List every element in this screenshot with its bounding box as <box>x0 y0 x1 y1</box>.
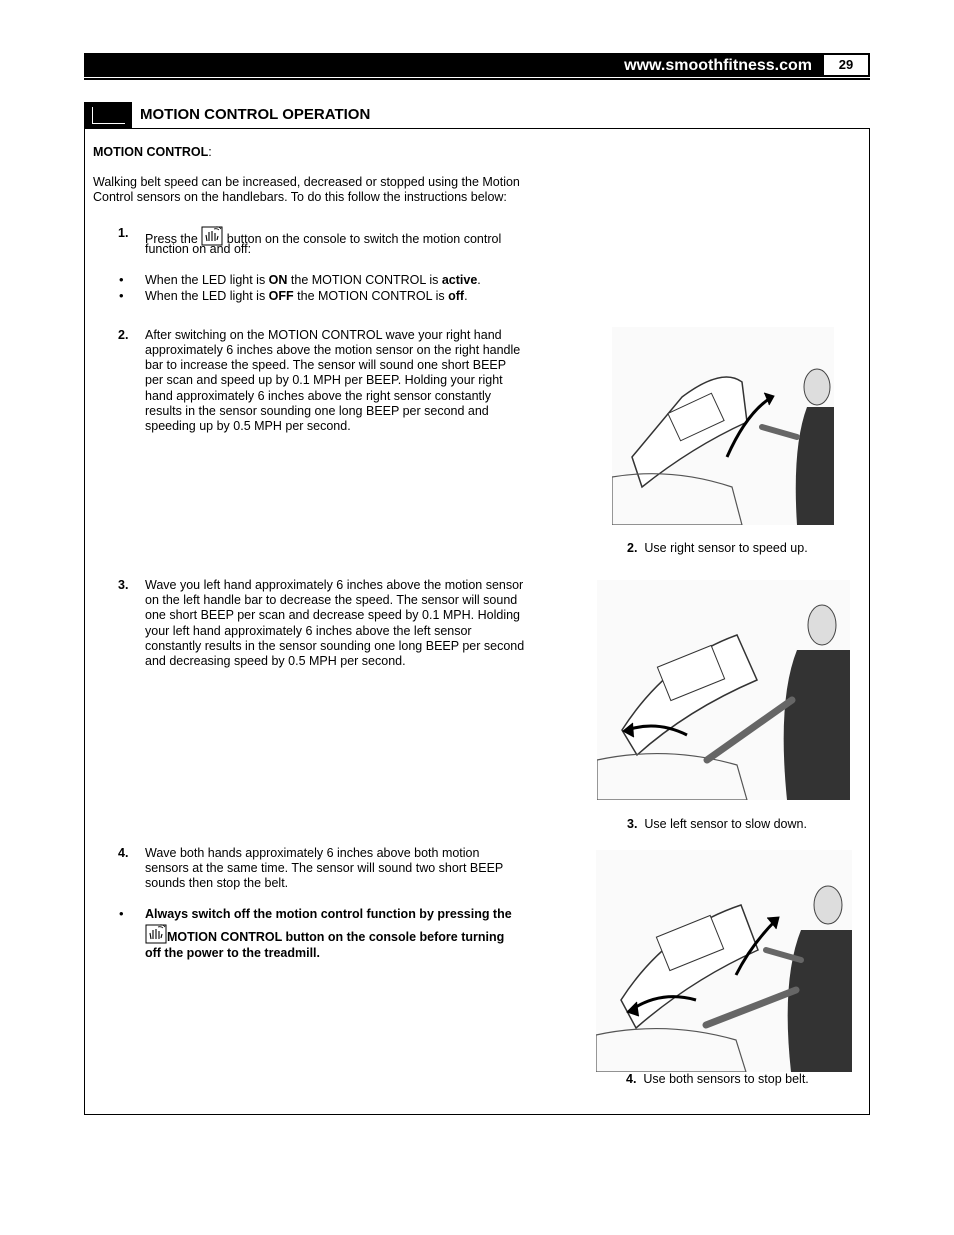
warning-line-2: MOTION CONTROL button on the console before turning <box>145 924 504 948</box>
step-3-line-6: and decreasing speed by 0.5 MPH per second. <box>145 654 406 668</box>
step-2-line-7: speeding up by 0.5 MPH per second. <box>145 419 351 433</box>
hand-wave-icon <box>145 924 167 948</box>
intro-heading: MOTION CONTROL: <box>93 145 212 159</box>
step-4-line-3: sounds then stop the belt. <box>145 876 289 890</box>
step-2-line-6: results in the sensor sounding one long BEEP per second and <box>145 404 489 418</box>
intro-line-1: Walking belt speed can be increased, decreased or stopped using the Motion <box>93 175 520 189</box>
page-number: 29 <box>824 55 868 75</box>
step-2-line-4: per scan and speed up by 0.1 MPH per BEEP. Holding your right <box>145 373 503 387</box>
page-header-bar <box>84 53 870 77</box>
step-1-line-1: Press the button on the console to switch the motion control <box>145 226 501 250</box>
step-1-line-2: function on and off: <box>145 242 252 256</box>
step-3-line-5: constantly results in the sensor sounding one long BEEP per second <box>145 639 525 653</box>
bullet-icon: • <box>119 272 124 287</box>
step-4-number: 4. <box>118 846 129 860</box>
warning-line-1: Always switch off the motion control function by pressing the <box>145 907 512 921</box>
section-marker <box>84 102 132 129</box>
caption-2: 2. Use right sensor to speed up. <box>627 541 808 555</box>
section-header <box>84 102 870 129</box>
section-title: MOTION CONTROL OPERATION <box>140 106 371 123</box>
bullet-icon: • <box>119 288 124 303</box>
site-url[interactable]: www.smoothfitness.com <box>624 57 812 74</box>
step-2-number: 2. <box>118 328 129 342</box>
step-3-number: 3. <box>118 578 129 592</box>
step-1-bullet-1: When the LED light is ON the MOTION CONTROL is active. <box>145 273 481 287</box>
bullet-icon: • <box>119 906 124 921</box>
step-2-line-5: hand approximately 6 inches above the right sensor constantly <box>145 389 492 403</box>
step-2-line-1: After switching on the MOTION CONTROL wave your right hand <box>145 328 502 342</box>
caption-3: 3. Use left sensor to slow down. <box>627 817 807 831</box>
warning-line-3: off the power to the treadmill. <box>145 946 321 960</box>
step-2-line-3: bar to increase the speed. The sensor will sound one short BEEP <box>145 358 507 372</box>
figure-both-sensors <box>596 850 852 1072</box>
step-4-line-1: Wave both hands approximately 6 inches above both motion <box>145 846 480 860</box>
caption-4: 4. Use both sensors to stop belt. <box>626 1072 809 1086</box>
step-3-line-3: one short BEEP per scan and decrease speed by 0.1 MPH. Holding <box>145 608 520 622</box>
step-4-line-2: sensors at the same time. The sensor will sound two short BEEP <box>145 861 504 875</box>
figure-right-sensor <box>612 327 834 525</box>
step-1-bullet-2: When the LED light is OFF the MOTION CONTROL is off. <box>145 289 468 303</box>
intro-line-2: Control sensors on the handlebars. To do this follow the instructions below: <box>93 190 507 204</box>
step-3-line-4: your left hand approximately 6 inches above the left sensor <box>145 624 472 638</box>
step-2-line-2: approximately 6 inches above the motion sensor on the right handle <box>145 343 521 357</box>
step-3-line-2: on the left handle bar to decrease the speed. The sensor will sound <box>145 593 518 607</box>
step-1-number: 1. <box>118 226 129 240</box>
step-3-line-1: Wave you left hand approximately 6 inches above the motion sensor <box>145 578 524 592</box>
figure-left-sensor <box>597 580 850 800</box>
header-divider <box>84 78 870 80</box>
